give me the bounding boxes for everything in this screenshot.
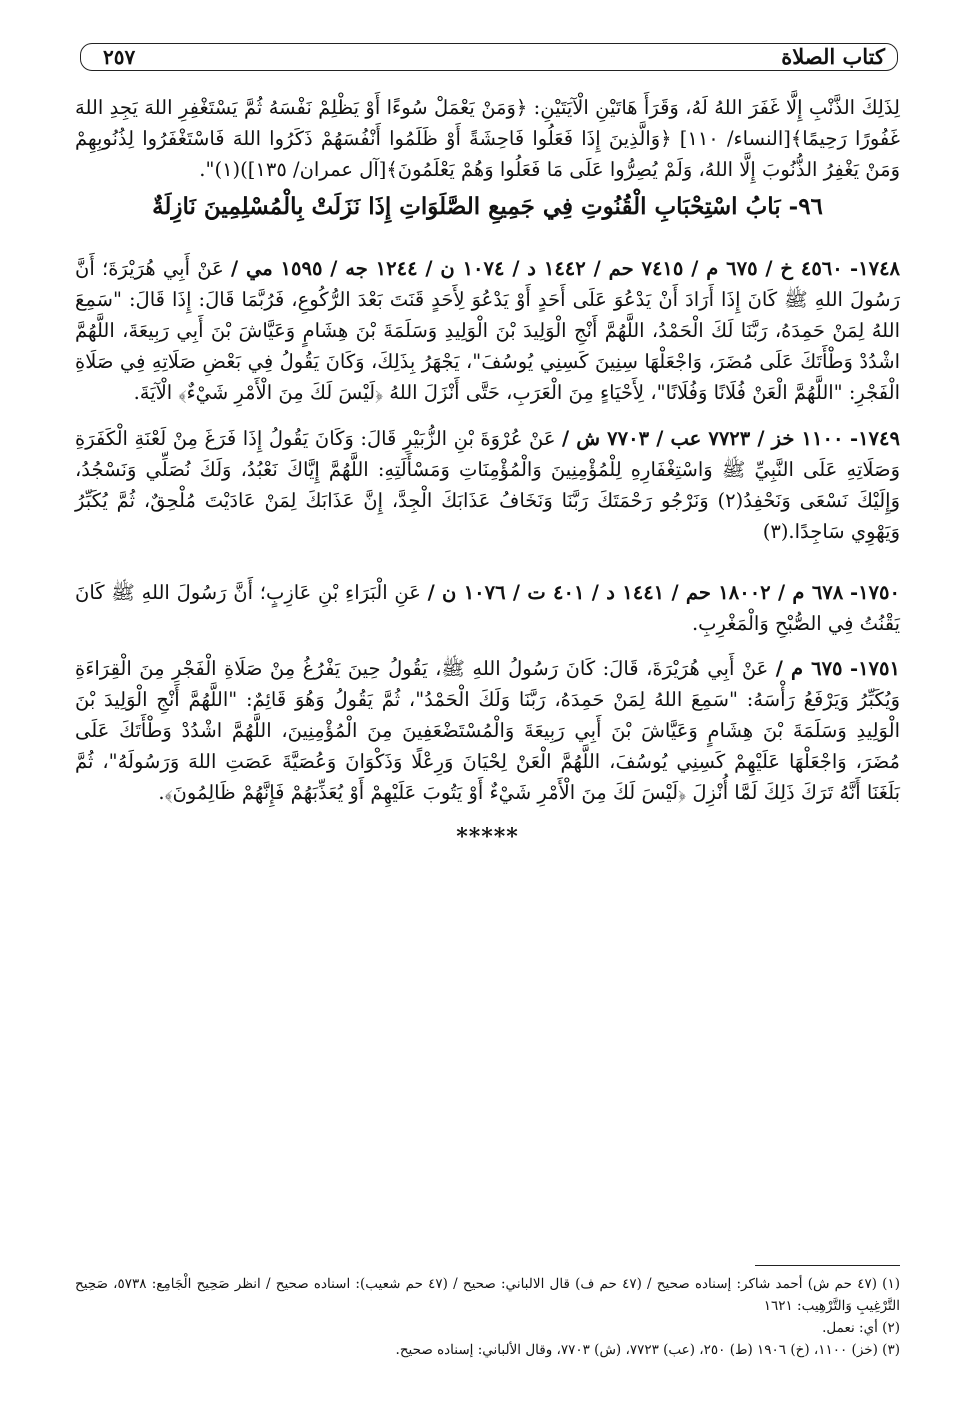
hadith-number: ١٧٥١-: [849, 657, 900, 680]
hadith-number: ١٧٤٨-: [850, 257, 901, 280]
intro-paragraph: لِذَلِكَ الذَّنْبِ إِلَّا غَفَرَ اللهُ لَهُ، وَقَرَأَ هَاتَيْنِ الْآيَتَيْنِ: ﴿وَمَنْ يَعْمَلْ سُوءًا أَوْ يَظْلِمْ نَفْسَهُ ثُمَّ يَسْتَغْفِرِ اللهَ يَجِدِ اللهَ غَفُورًا رَحِيمًا﴾[النساء/ ١١٠] ﴿وَالَّذِينَ إِذَا فَعَلُوا فَاحِشَةً أَوْ ظَلَمُوا أَنْفُسَهُمْ ذَكَرُوا اللهَ فَاسْتَغْفَرُوا لِذُنُوبِهِمْ وَمَنْ يَغْفِرُ الذُّنُوبَ إِلَّا اللهُ، وَلَمْ يُصِرُّوا عَلَى مَا فَعَلُوا وَهُمْ يَعْلَمُونَ﴾[آل عمران/ ١٣٥])(١)".: [75, 96, 900, 181]
section-separator: *****: [456, 824, 519, 850]
hadith-text: عَنْ عُرْوَةَ بْنِ الزُّبَيْرِ قَالَ: وَكَانَ يَقُولُ إِذَا فَرَغَ مِنْ لَعْنَةِ الْكَفَرَةِ وَصَلَاتِهِ عَلَى النَّبِيِّ ﷺ وَاسْتِغْفَارِهِ لِلْمُؤْمِنِينَ وَالْمُؤْمِنَاتِ وَمَسْأَلَتِهِ: اللَّهُمَّ إِيَّاكَ نَعْبُدُ، وَلَكَ نُصَلِّي وَنَسْجُدُ، وَإِلَيْكَ نَسْعَى وَنَحْفِدُ(٢) وَنَرْجُو رَحْمَتَكَ رَبَّنَا وَنَخَافُ عَذَابَكَ الْجِدَّ، إِنَّ عَذَابَكَ لِمَنْ عَادَيْتَ مُلْحِقٌ، ثُمَّ يُكَبِّرُ وَيَهْوِي سَاجِدًا.(٣): [75, 427, 900, 543]
hadith-refs: ٤٥٦٠ خ / ٦٧٥ م / ٧٤١٥ حم / ١٤٤٢ د / ١٠٧٤ ن / ١٢٤٤ جه / ١٥٩٥ مي /: [231, 257, 843, 280]
hadith-text: عَنْ أَبِي هُرَيْرَةَ، قَالَ: كَانَ رَسُولُ اللهِ ﷺ، يَقُولُ حِينَ يَفْرُغُ مِنْ صَلَاةِ الْفَجْرِ مِنَ الْقِرَاءَةِ وَيُكَبِّرُ وَيَرْفَعُ رَأْسَهُ: "سَمِعَ اللهُ لِمَنْ حَمِدَهُ، رَبَّنَا وَلَكَ الْحَمْدُ"، ثُمَّ يَقُولُ وَهُوَ قَائِمٌ: "اللَّهُمَّ أَنْجِ الْوَلِيدَ بْنَ الْوَلِيدِ وَسَلَمَةَ بْنَ هِشَامٍ وَعَيَّاشَ بْنَ أَبِي رَبِيعَةَ وَالْمُسْتَضْعَفِينَ مِنَ الْمُؤْمِنِينَ، اللَّهُمَّ اشْدُدْ وَطْأَتَكَ عَلَى مُضَرَ، وَاجْعَلْهَا عَلَيْهِمْ كَسِنِي يُوسُفَ، اللَّهُمَّ الْعَنْ لِحْيَانَ وَرِعْلًا وَذَكْوَانَ وَعُصَيَّةَ عَصَتِ اللهَ وَرَسُولَهُ"، ثُمَّ بَلَغَنَا أَنَّهُ تَرَكَ ذَلِكَ لَمَّا أُنْزِلَ ﴿لَيْسَ لَكَ مِنَ الْأَمْرِ شَيْءٌ أَوْ يَتُوبَ عَلَيْهِمْ أَوْ يُعَذِّبَهُمْ فَإِنَّهُمْ ظَالِمُونَ﴾.: [75, 657, 900, 804]
hadith-text: عَنْ أَبِي هُرَيْرَةَ؛ أَنَّ رَسُولَ اللهِ ﷺ كَانَ إِذَا أَرَادَ أَنْ يَدْعُوَ عَلَى أَحَدٍ أَوْ يَدْعُوَ لِأَحَدٍ قَنَتَ بَعْدَ الرُّكُوعِ، فَرُبَّمَا قَالَ: إِذَا قَالَ: "سَمِعَ اللهُ لِمَنْ حَمِدَهُ، رَبَّنَا لَكَ الْحَمْدُ، اللَّهُمَّ أَنْجِ الْوَلِيدَ بْنَ الْوَلِيدِ وَسَلَمَةَ بْنَ هِشَامٍ وَعَيَّاشَ بْنَ أَبِي رَبِيعَةَ، اللَّهُمَّ اشْدُدْ وَطْأَتَكَ عَلَى مُضَرَ، وَاجْعَلْهَا سِنِينَ كَسِنِي يُوسُفَ"، يَجْهَرُ بِذَلِكَ، وَكَانَ يَقُولُ فِي بَعْضِ صَلَاتِهِ فِي صَلَاةِ الْفَجْرِ: "اللَّهُمَّ الْعَنْ فُلَانًا وَفُلَانًا"، لِأَحْيَاءٍ مِنَ الْعَرَبِ، حَتَّى أَنْزَلَ اللهُ ﴿لَيْسَ لَكَ مِنَ الْأَمْرِ شَيْءٌ﴾ الْآيَةَ.: [75, 257, 900, 404]
footnote-1: (١) (٤٧ حم ش) أحمد شاكر: إسناده صحيح / (٤٧ حم ف) قال الالباني: صحيح / (٤٧ حم شعيب): اسناده صحيح / انظر صَحِيح الْجَامِع: ٥٧٣٨، صَحِيح التَّرْغِيبِ وَالتَّرْهِيب: ١٦٢١: [75, 1276, 900, 1314]
hadith-1750: [75, 577, 900, 639]
hadith-refs: ١١٠٠ خز / ٧٧٢٣ عب / ٧٧٠٣ ش /: [562, 427, 844, 450]
footnotes: [75, 1273, 900, 1361]
hadith-1749: [75, 423, 900, 547]
hadith-number: ١٧٥٠-: [849, 581, 900, 604]
hadith-text: عَنِ الْبَرَاءِ بْنِ عَازِبٍ؛ أَنَّ رَسُولَ اللهِ ﷺ كَانَ يَقْنُتُ فِي الصُّبْحِ وَالْمَغْرِبِ.: [75, 581, 900, 635]
hadith-1751: [75, 653, 900, 808]
hadith-1748: [75, 253, 900, 408]
book-title: كتاب الصلاة: [781, 44, 885, 69]
page-number: ٢٥٧: [103, 45, 136, 69]
page-header: [80, 43, 898, 71]
chapter-title: ٩٦- بَابُ اسْتِحْبَابِ الْقُنُوتِ فِي جَمِيعِ الصَّلَوَاتِ إِذَا نَزَلَتْ بِالْمُسْلِمِينَ نَازِلَةٌ: [152, 193, 823, 220]
hadith-refs: ٦٧٨ م / ١٨٠٠٢ حم / ١٤٤١ د / ٤٠١ ت / ١٠٧٦ ن /: [427, 581, 844, 604]
hadith-refs: ٦٧٥ م /: [775, 657, 843, 680]
hadith-number: ١٧٤٩-: [849, 427, 900, 450]
footnote-divider: [755, 1265, 900, 1266]
footnote-3: (٣) (خز) ١١٠٠، (خ) ١٩٠٦ (ط) ٢٥٠، (عب) ٧٧٢٣، (ش) ٧٧٠٣، وقال الألباني: إسناده صحيح.: [395, 1342, 900, 1358]
footnote-2: (٢) أي: نعمل.: [822, 1320, 900, 1336]
